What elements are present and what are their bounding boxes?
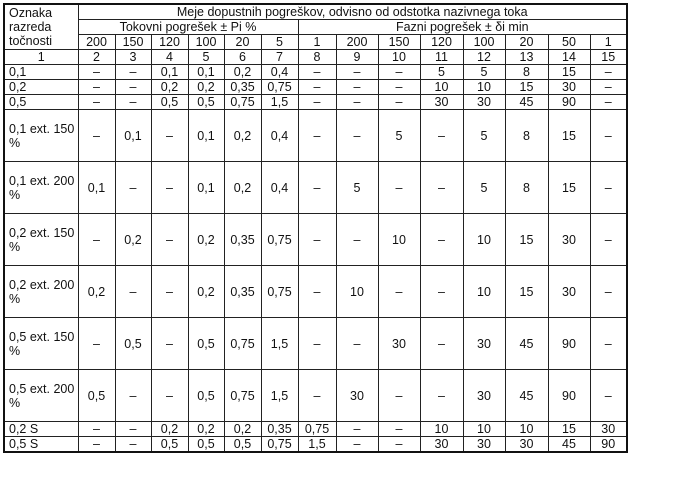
- table-cell: 0,5: [188, 318, 224, 370]
- column-number: 4: [151, 50, 188, 65]
- table-cell: –: [115, 95, 151, 110]
- table-cell: –: [298, 214, 336, 266]
- table-cell: 0,1: [188, 110, 224, 162]
- current-pct-header: 20: [224, 35, 261, 50]
- phase-pct-header: 50: [548, 35, 590, 50]
- table-cell: 30: [420, 437, 463, 453]
- column-number: 5: [188, 50, 224, 65]
- table-cell: –: [151, 162, 188, 214]
- column-number: 3: [115, 50, 151, 65]
- accuracy-limits-table: [3, 3, 628, 453]
- table-cell: 30: [548, 80, 590, 95]
- table-cell: 90: [590, 437, 627, 453]
- table-cell: 5: [378, 110, 420, 162]
- table-cell: –: [298, 95, 336, 110]
- table-cell: 0,2: [188, 214, 224, 266]
- table-cell: 30: [590, 422, 627, 437]
- current-pct-header: 150: [115, 35, 151, 50]
- table-cell: 0,4: [261, 110, 298, 162]
- table-cell: –: [336, 110, 378, 162]
- table-cell: 0,2: [115, 214, 151, 266]
- table-cell: 30: [420, 95, 463, 110]
- table-row: [4, 422, 627, 437]
- class-label: 0,2 ext. 200 %: [4, 266, 78, 318]
- phase-pct-header: 20: [505, 35, 548, 50]
- column-number-row: [4, 50, 627, 65]
- table-cell: –: [115, 80, 151, 95]
- table-row: [4, 65, 627, 80]
- table-cell: –: [115, 266, 151, 318]
- table-row: [4, 370, 627, 422]
- table-cell: 10: [463, 214, 505, 266]
- table-cell: –: [590, 318, 627, 370]
- table-cell: 8: [505, 162, 548, 214]
- table-cell: –: [420, 110, 463, 162]
- table-cell: –: [115, 437, 151, 453]
- table-cell: 1,5: [261, 370, 298, 422]
- column-number: 14: [548, 50, 590, 65]
- table-cell: 10: [463, 266, 505, 318]
- header-row-1: [4, 4, 627, 20]
- table-row: [4, 95, 627, 110]
- table-cell: –: [336, 422, 378, 437]
- table-cell: 0,5: [188, 370, 224, 422]
- phase-pct-header: 100: [463, 35, 505, 50]
- table-cell: –: [420, 162, 463, 214]
- table-cell: –: [378, 95, 420, 110]
- table-cell: –: [590, 162, 627, 214]
- table-cell: –: [590, 95, 627, 110]
- table-cell: 0,2: [224, 162, 261, 214]
- table-cell: 0,35: [261, 422, 298, 437]
- table-cell: –: [298, 110, 336, 162]
- column-number: 1: [4, 50, 78, 65]
- class-label-header: Oznaka razreda točnosti: [4, 4, 78, 50]
- table-cell: 5: [463, 65, 505, 80]
- table-cell: 10: [420, 422, 463, 437]
- table-cell: –: [151, 370, 188, 422]
- table-cell: 0,5: [188, 437, 224, 453]
- class-label: 0,2 S: [4, 422, 78, 437]
- class-label: 0,1 ext. 200 %: [4, 162, 78, 214]
- table-cell: 0,1: [188, 162, 224, 214]
- phase-pct-header: 1: [590, 35, 627, 50]
- table-cell: 30: [463, 95, 505, 110]
- current-pct-header: 5: [261, 35, 298, 50]
- table-cell: 0,2: [188, 422, 224, 437]
- column-number: 15: [590, 50, 627, 65]
- table-cell: 5: [463, 110, 505, 162]
- table-cell: 1,5: [261, 318, 298, 370]
- table-cell: 90: [548, 95, 590, 110]
- table-cell: –: [420, 370, 463, 422]
- table-cell: 0,1: [188, 65, 224, 80]
- table-cell: –: [151, 266, 188, 318]
- table-cell: 45: [505, 370, 548, 422]
- table-cell: 15: [505, 214, 548, 266]
- table-cell: –: [590, 370, 627, 422]
- table-cell: 30: [548, 214, 590, 266]
- table-cell: 0,5: [224, 437, 261, 453]
- table-cell: –: [151, 318, 188, 370]
- table-cell: 0,75: [224, 370, 261, 422]
- table-cell: 0,2: [78, 266, 115, 318]
- column-number: 9: [336, 50, 378, 65]
- table-cell: 0,2: [188, 266, 224, 318]
- table-cell: 0,5: [78, 370, 115, 422]
- table-cell: –: [151, 214, 188, 266]
- class-label: 0,5 ext. 200 %: [4, 370, 78, 422]
- percent-header-row: [4, 35, 627, 50]
- table-cell: –: [378, 422, 420, 437]
- header-row-2: [4, 20, 627, 35]
- table-cell: 0,4: [261, 162, 298, 214]
- table-cell: 0,2: [224, 65, 261, 80]
- table-cell: –: [78, 80, 115, 95]
- class-label: 0,2 ext. 150 %: [4, 214, 78, 266]
- table-cell: 45: [505, 318, 548, 370]
- table-cell: 0,2: [224, 110, 261, 162]
- table-cell: 0,2: [188, 80, 224, 95]
- class-label: 0,1: [4, 65, 78, 80]
- table-cell: –: [78, 110, 115, 162]
- table-cell: –: [115, 162, 151, 214]
- table-cell: 8: [505, 65, 548, 80]
- table-cell: 0,5: [188, 95, 224, 110]
- table-cell: 0,75: [261, 437, 298, 453]
- class-label: 0,5: [4, 95, 78, 110]
- table-cell: 0,35: [224, 80, 261, 95]
- table-cell: 0,1: [151, 65, 188, 80]
- table-row: [4, 437, 627, 453]
- phase-pct-header: 200: [336, 35, 378, 50]
- class-label: 0,5 ext. 150 %: [4, 318, 78, 370]
- table-body: [4, 65, 627, 453]
- table-cell: –: [378, 80, 420, 95]
- table-cell: –: [590, 65, 627, 80]
- table-cell: –: [336, 214, 378, 266]
- table-cell: 15: [548, 65, 590, 80]
- table-row: [4, 110, 627, 162]
- column-number: 7: [261, 50, 298, 65]
- table-cell: 15: [505, 80, 548, 95]
- table-cell: 90: [548, 318, 590, 370]
- table-cell: –: [336, 95, 378, 110]
- table-cell: 8: [505, 110, 548, 162]
- table-cell: –: [590, 80, 627, 95]
- table-cell: 30: [463, 370, 505, 422]
- table-cell: –: [115, 422, 151, 437]
- table-cell: –: [590, 110, 627, 162]
- table-row: [4, 318, 627, 370]
- table-cell: 0,75: [224, 318, 261, 370]
- table-cell: 30: [505, 437, 548, 453]
- table-cell: –: [378, 65, 420, 80]
- class-label: 0,2: [4, 80, 78, 95]
- table-cell: 0,75: [298, 422, 336, 437]
- column-number: 11: [420, 50, 463, 65]
- table-cell: 5: [336, 162, 378, 214]
- table-cell: –: [115, 65, 151, 80]
- table-cell: 0,5: [115, 318, 151, 370]
- table-cell: 30: [463, 437, 505, 453]
- table-cell: 10: [463, 422, 505, 437]
- table-cell: 0,4: [261, 65, 298, 80]
- current-pct-header: 100: [188, 35, 224, 50]
- table-cell: 15: [548, 162, 590, 214]
- table-cell: 90: [548, 370, 590, 422]
- table-cell: –: [298, 162, 336, 214]
- table-row: [4, 162, 627, 214]
- table-cell: 15: [505, 266, 548, 318]
- table-cell: 30: [463, 318, 505, 370]
- current-error-header: Tokovni pogrešek ± Pi %: [78, 20, 298, 35]
- table-cell: 0,2: [151, 422, 188, 437]
- table-cell: –: [115, 370, 151, 422]
- table-cell: –: [151, 110, 188, 162]
- column-number: 8: [298, 50, 336, 65]
- table-cell: –: [78, 95, 115, 110]
- table-cell: –: [378, 266, 420, 318]
- column-number: 6: [224, 50, 261, 65]
- table-cell: 15: [548, 422, 590, 437]
- table-cell: 30: [336, 370, 378, 422]
- group-title-header: Meje dopustnih pogreškov, odvisno od odstotka nazivnega toka: [78, 4, 627, 20]
- table-cell: –: [78, 214, 115, 266]
- accuracy-table-wrapper: [3, 3, 628, 453]
- table-cell: –: [298, 80, 336, 95]
- table-cell: 5: [420, 65, 463, 80]
- table-cell: –: [420, 214, 463, 266]
- table-cell: –: [78, 437, 115, 453]
- current-pct-header: 120: [151, 35, 188, 50]
- table-cell: –: [590, 214, 627, 266]
- table-cell: 0,75: [224, 95, 261, 110]
- table-row: [4, 266, 627, 318]
- table-cell: –: [78, 422, 115, 437]
- class-label: 0,5 S: [4, 437, 78, 453]
- phase-pct-header: 150: [378, 35, 420, 50]
- table-cell: 30: [548, 266, 590, 318]
- table-cell: 0,35: [224, 266, 261, 318]
- class-label: 0,1 ext. 150 %: [4, 110, 78, 162]
- table-cell: –: [78, 65, 115, 80]
- table-cell: 10: [463, 80, 505, 95]
- table-cell: 0,2: [224, 422, 261, 437]
- phase-error-header: Fazni pogrešek ± δi min: [298, 20, 627, 35]
- table-cell: 10: [378, 214, 420, 266]
- column-number: 10: [378, 50, 420, 65]
- table-cell: –: [420, 266, 463, 318]
- table-cell: 10: [336, 266, 378, 318]
- table-cell: –: [336, 80, 378, 95]
- current-pct-header: 200: [78, 35, 115, 50]
- table-cell: –: [298, 318, 336, 370]
- table-cell: –: [336, 318, 378, 370]
- table-cell: 0,2: [151, 80, 188, 95]
- table-cell: 15: [548, 110, 590, 162]
- table-cell: 1,5: [261, 95, 298, 110]
- table-cell: 0,5: [151, 437, 188, 453]
- table-cell: 0,1: [78, 162, 115, 214]
- table-cell: 0,75: [261, 266, 298, 318]
- table-cell: 0,75: [261, 214, 298, 266]
- column-number: 2: [78, 50, 115, 65]
- table-cell: –: [298, 370, 336, 422]
- table-cell: 10: [420, 80, 463, 95]
- column-number: 13: [505, 50, 548, 65]
- table-cell: 0,1: [115, 110, 151, 162]
- table-cell: 0,75: [261, 80, 298, 95]
- table-cell: –: [336, 437, 378, 453]
- table-cell: 10: [505, 422, 548, 437]
- table-cell: –: [420, 318, 463, 370]
- table-cell: –: [78, 318, 115, 370]
- table-cell: 5: [463, 162, 505, 214]
- table-cell: –: [298, 266, 336, 318]
- table-cell: 30: [378, 318, 420, 370]
- table-cell: –: [590, 266, 627, 318]
- table-cell: 0,35: [224, 214, 261, 266]
- table-cell: –: [378, 162, 420, 214]
- phase-pct-header: 1: [298, 35, 336, 50]
- table-cell: 0,5: [151, 95, 188, 110]
- table-cell: 45: [548, 437, 590, 453]
- table-cell: –: [378, 437, 420, 453]
- table-cell: –: [378, 370, 420, 422]
- table-cell: –: [336, 65, 378, 80]
- column-number: 12: [463, 50, 505, 65]
- table-cell: –: [298, 65, 336, 80]
- table-cell: 1,5: [298, 437, 336, 453]
- phase-pct-header: 120: [420, 35, 463, 50]
- table-row: [4, 214, 627, 266]
- table-cell: 45: [505, 95, 548, 110]
- table-row: [4, 80, 627, 95]
